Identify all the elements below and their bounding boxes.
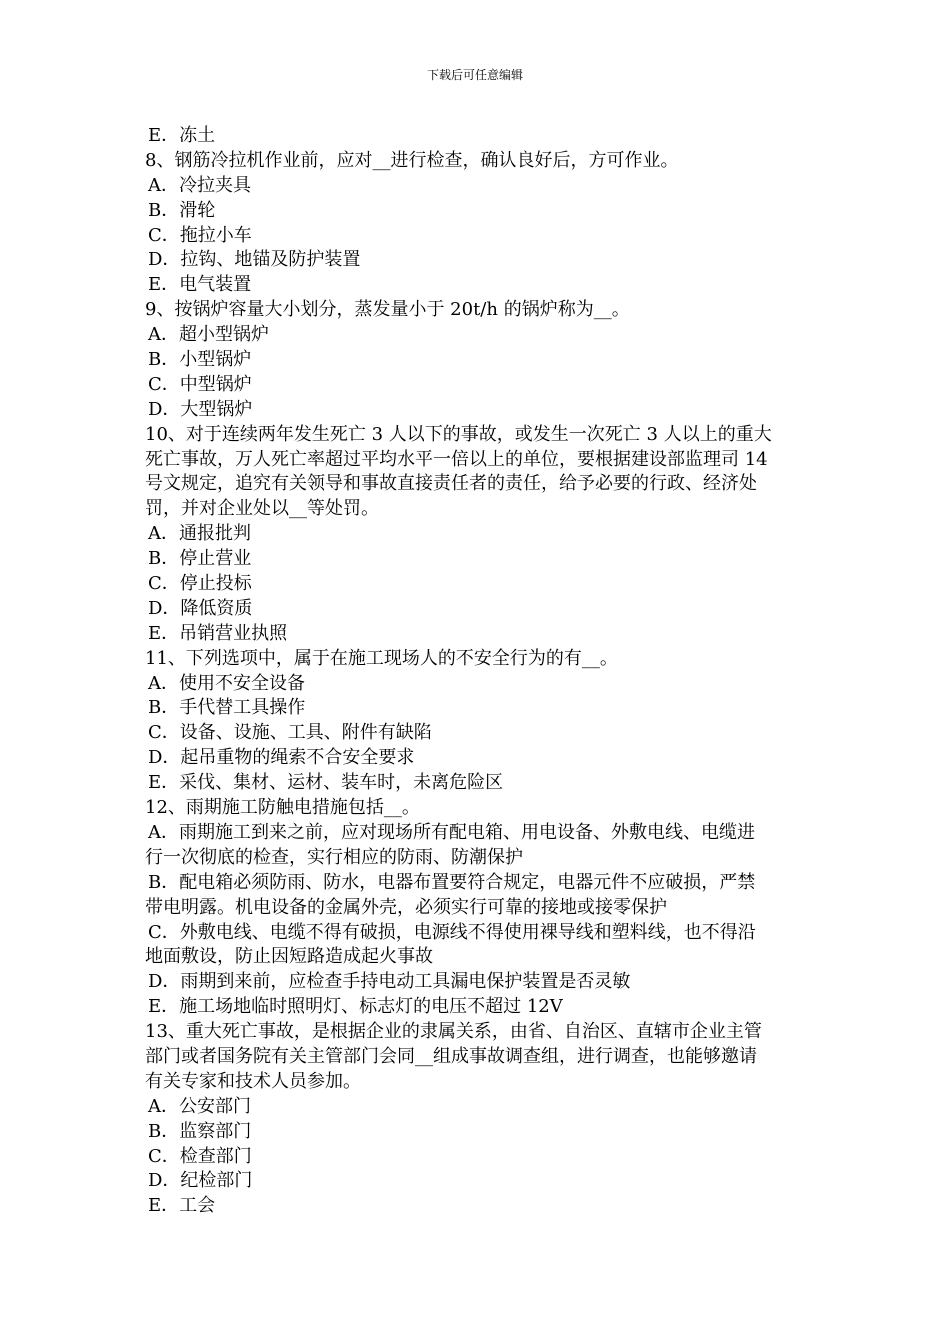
answer-option: A．公安部门 xyxy=(148,1095,251,1117)
question-text-line: 12、雨期施工防触电措施包括__。 xyxy=(145,797,420,819)
answer-option: A．通报批判 xyxy=(148,523,251,545)
answer-option: B．滑轮 xyxy=(148,199,216,221)
question-text-line: 地面敷设，防止因短路造成起火事故 xyxy=(145,946,433,968)
answer-option: A．冷拉夹具 xyxy=(148,174,251,196)
answer-option: E．工会 xyxy=(148,1195,216,1217)
answer-option: A．超小型锅炉 xyxy=(148,324,269,346)
answer-option: D．起吊重物的绳索不合安全要求 xyxy=(148,747,415,769)
answer-option: D．降低资质 xyxy=(148,597,253,619)
page-header: 下载后可任意编辑 xyxy=(426,68,523,82)
question-text-line: 11、下列选项中，属于在施工现场人的不安全行为的有__。 xyxy=(145,647,618,669)
document-body xyxy=(145,124,810,1219)
answer-option: D．雨期到来前，应检查手持电动工具漏电保护装置是否灵敏 xyxy=(148,971,631,993)
answer-option: E．采伐、集材、运材、装车时，未离危险区 xyxy=(148,772,504,794)
question-text-line: 9、按锅炉容量大小划分，蒸发量小于 20t/h 的锅炉称为__。 xyxy=(145,299,630,321)
answer-option: D．纪检部门 xyxy=(148,1170,253,1192)
answer-option: E．电气装置 xyxy=(148,274,252,296)
question-text-line: 8、钢筋冷拉机作业前，应对__进行检查，确认良好后，方可作业。 xyxy=(145,149,679,171)
answer-option: B．监察部门 xyxy=(148,1120,252,1142)
question-text-line: 有关专家和技术人员参加。 xyxy=(145,1070,361,1092)
answer-option: C．设备、设施、工具、附件有缺陷 xyxy=(148,722,432,744)
question-text-line: 13、重大死亡事故，是根据企业的隶属关系，由省、自治区、直辖市企业主管 xyxy=(145,1021,762,1043)
answer-option: C．检查部门 xyxy=(148,1145,252,1167)
question-text-line: 10、对于连续两年发生死亡 3 人以下的事故，或发生一次死亡 3 人以上的重大 xyxy=(145,423,772,445)
question-text-line: 带电明露。机电设备的金属外壳，必须实行可靠的接地或接零保护 xyxy=(145,896,667,918)
answer-option: E．冻土 xyxy=(148,125,216,146)
answer-option: D．拉钩、地锚及防护装置 xyxy=(148,249,361,271)
question-text-line: 号文规定，追究有关领导和事故直接责任者的责任，给予必要的行政、经济处 xyxy=(145,473,757,495)
answer-option: A．雨期施工到来之前，应对现场所有配电箱、用电设备、外敷电线、电缆进 xyxy=(148,821,755,843)
answer-option: C．停止投标 xyxy=(148,573,252,595)
question-text-line: 行一次彻底的检查，实行相应的防雨、防潮保护 xyxy=(145,846,523,868)
answer-option: C．拖拉小车 xyxy=(148,224,252,246)
answer-option: A．使用不安全设备 xyxy=(148,672,305,694)
answer-option: B．小型锅炉 xyxy=(148,349,252,371)
answer-option: C．中型锅炉 xyxy=(148,373,252,395)
question-text-line: 罚，并对企业处以__等处罚。 xyxy=(145,498,379,520)
question-text-line: 部门或者国务院有关主管部门会同__组成事故调查组，进行调查，也能够邀请 xyxy=(145,1045,757,1067)
answer-option: B．停止营业 xyxy=(148,548,252,570)
answer-option: C．外敷电线、电缆不得有破损，电源线不得使用裸导线和塑料线，也不得沿 xyxy=(148,921,756,943)
answer-option: E．施工场地临时照明灯、标志灯的电压不超过 12V xyxy=(148,996,563,1018)
answer-option: E．吊销营业执照 xyxy=(148,622,288,644)
answer-option: D．大型锅炉 xyxy=(148,398,253,420)
question-text-line: 死亡事故，万人死亡率超过平均水平一倍以上的单位，要根据建设部监理司 14 xyxy=(145,448,768,470)
answer-option: B．手代替工具操作 xyxy=(148,697,306,719)
answer-option: B．配电箱必须防雨、防水，电器布置要符合规定，电器元件不应破损，严禁 xyxy=(148,871,756,893)
